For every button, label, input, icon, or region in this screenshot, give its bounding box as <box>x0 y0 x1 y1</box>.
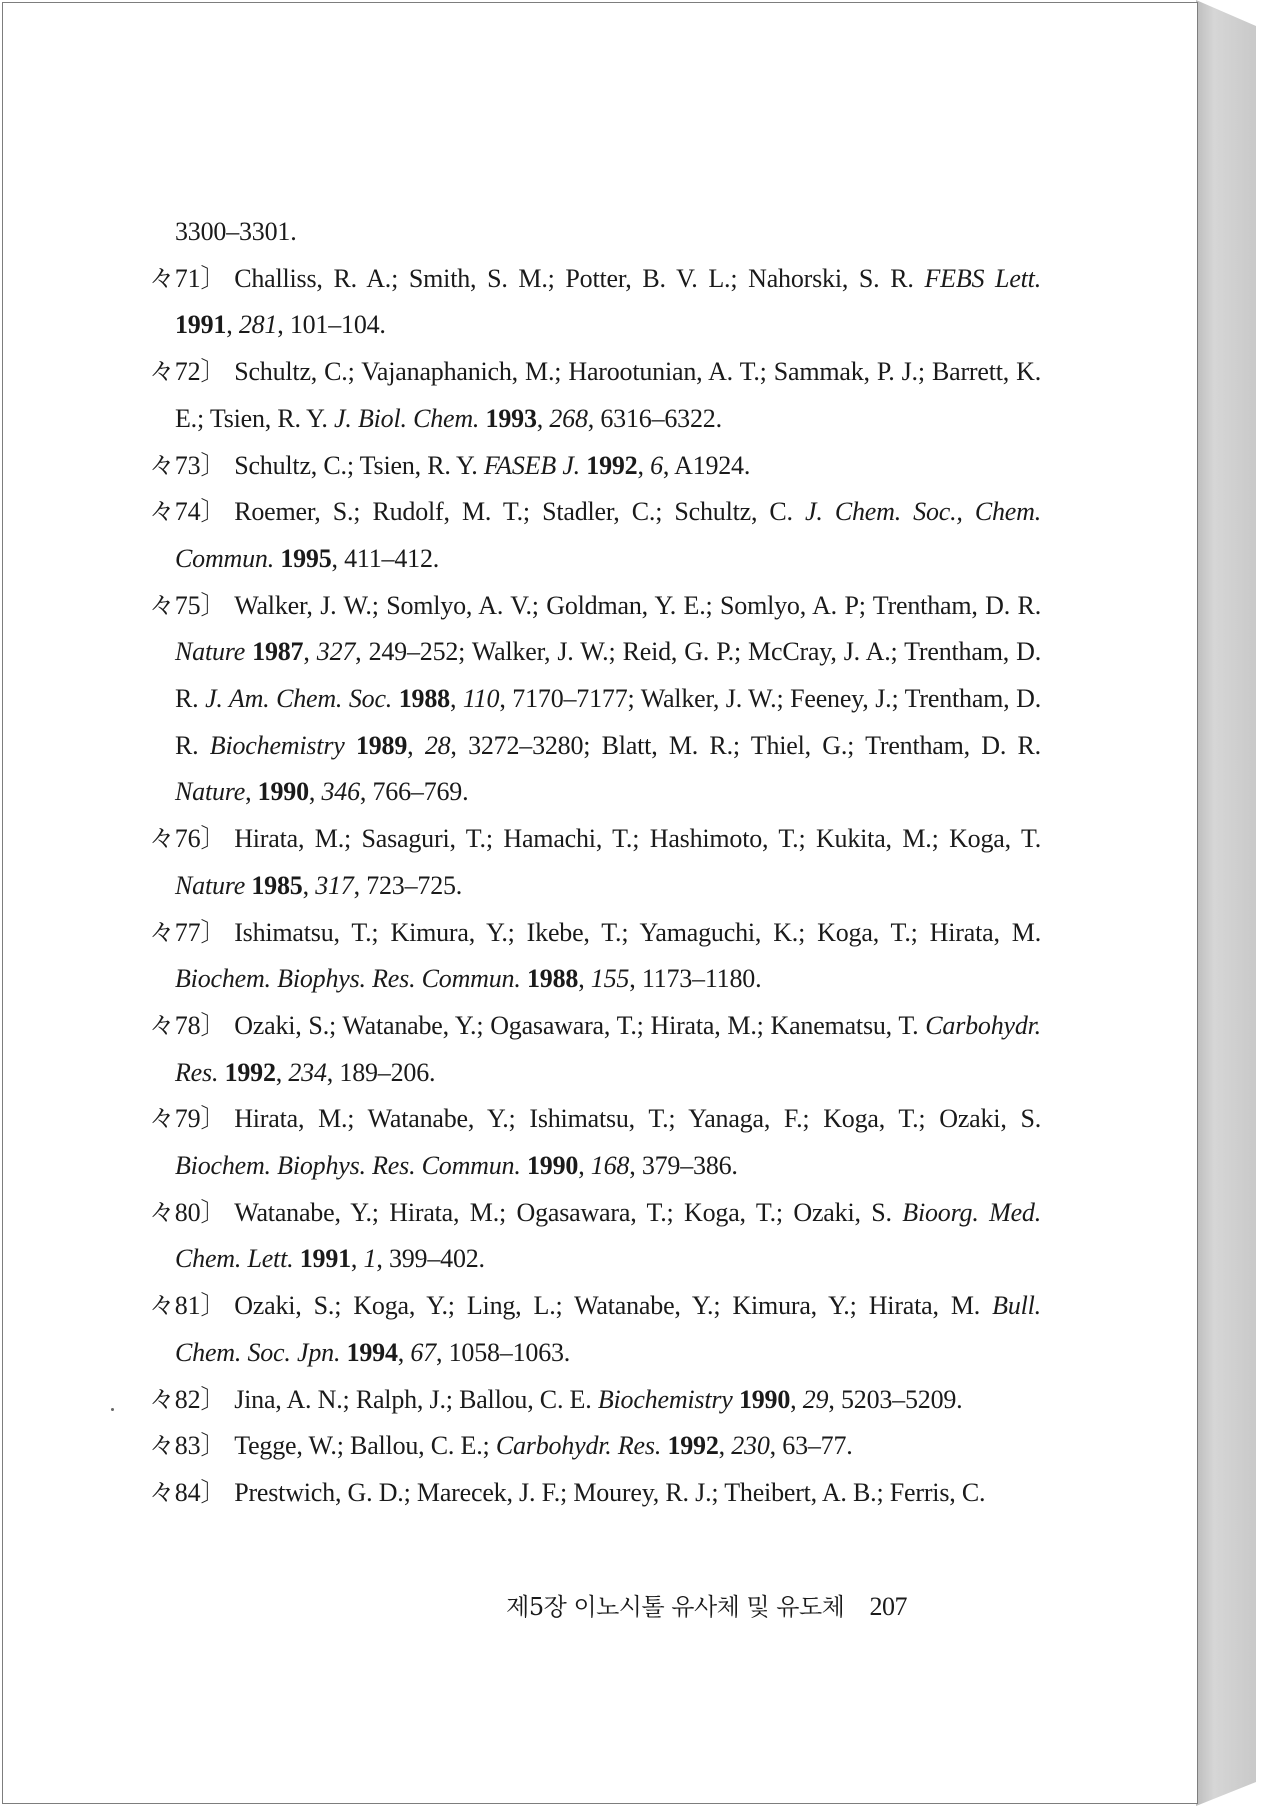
volume-number: 29 <box>802 1384 829 1414</box>
journal-name: J. Chem. Soc., Chem. Commun. <box>175 497 1042 573</box>
reference-authors: Schultz, C.; Tsien, R. Y. <box>234 450 484 480</box>
journal-name: Carbohydr. Res. <box>495 1431 662 1461</box>
reference-number: 々83〕 <box>149 1431 227 1461</box>
journal-name: Nature <box>175 637 246 667</box>
reference-number: 々82〕 <box>149 1384 227 1414</box>
page-range: 1058–1063. <box>448 1337 571 1367</box>
publication-year: 1993 <box>485 403 537 433</box>
reference-number: 々78〕 <box>149 1010 227 1040</box>
page-range: 379–386. <box>641 1151 738 1181</box>
volume-number: 28 <box>424 730 451 760</box>
reference-number: 々80〕 <box>149 1197 227 1227</box>
reference-number: 々79〕 <box>149 1104 227 1134</box>
publication-year: 1987 <box>252 637 304 667</box>
volume-number: 281 <box>238 310 278 340</box>
reference-number: 々74〕 <box>149 497 227 527</box>
publication-year: 1990 <box>257 777 309 807</box>
reference-authors: Prestwich, G. D.; Marecek, J. F.; Mourey, R. J.; Theibert, A. B.; Ferris, C. <box>234 1477 986 1507</box>
reference-number: 々77〕 <box>149 917 227 947</box>
reference-number: 々71〕 <box>149 263 227 293</box>
journal-name: Biochemistry <box>209 730 345 760</box>
publication-year: 1985 <box>251 870 303 900</box>
reference-entry: 々79〕 Hirata, M.; Watanabe, Y.; Ishimatsu, T.; Yanaga, F.; Koga, T.; Ozaki, S. Biochem. Biophys. Res. Commun. 1990, 168, 379–386. <box>151 1096 1041 1189</box>
page-range: 63–77. <box>782 1431 853 1461</box>
volume-number: 327 <box>316 637 356 667</box>
reference-number: 々84〕 <box>149 1477 227 1507</box>
page-stack-edge <box>1196 0 1256 1806</box>
volume-number: 234 <box>288 1057 327 1087</box>
reference-text: , 3272–3280; Blatt, M. R.; Thiel, G.; Trentham, D. R. <box>450 730 1041 760</box>
reference-authors: Hirata, M.; Sasaguri, T.; Hamachi, T.; Hashimoto, T.; Kukita, M.; Koga, T. <box>234 824 1041 854</box>
journal-name: Nature <box>175 870 246 900</box>
journal-name: J. Biol. Chem. <box>334 403 480 433</box>
reference-authors: Ozaki, S.; Watanabe, Y.; Ogasawara, T.; Hirata, M.; Kanematsu, T. <box>234 1010 926 1040</box>
reference-text: , 7170–7177; Walker, J. W.; Feeney, J.; Trentham, D. R. <box>175 684 1041 760</box>
page-number: 207 <box>869 1592 907 1621</box>
reference-entry: 々76〕 Hirata, M.; Sasaguri, T.; Hamachi, T.; Hashimoto, T.; Kukita, M.; Koga, T. Nature 1985, 317, 723–725. <box>151 816 1041 909</box>
publication-year: 1990 <box>738 1384 791 1414</box>
volume-number: 268 <box>549 403 588 433</box>
volume-number: 1 <box>363 1244 377 1274</box>
reference-continuation: 3300–3301. <box>175 217 297 246</box>
reference-authors: Tegge, W.; Ballou, C. E.; <box>234 1431 496 1461</box>
volume-number: 168 <box>590 1151 630 1181</box>
reference-list <box>151 209 1041 1517</box>
reference-text: , 766–769. <box>359 777 469 807</box>
reference-entry: 々80〕 Watanabe, Y.; Hirata, M.; Ogasawara, T.; Koga, T.; Ozaki, S. Bioorg. Med. Chem. Lett. 1991, 1, 399–402. <box>151 1190 1041 1283</box>
publication-year: 1994 <box>346 1337 398 1367</box>
page-footer <box>506 1587 907 1622</box>
reference-entry: 々73〕 Schultz, C.; Tsien, R. Y. FASEB J. 1992, 6, A1924. <box>151 443 1041 490</box>
reference-entry: 々77〕 Ishimatsu, T.; Kimura, Y.; Ikebe, T.; Yamaguchi, K.; Koga, T.; Hirata, M. Biochem. Biophys. Res. Commun. 1988, 155, 1173–1180. <box>151 910 1041 1003</box>
journal-name: FEBS Lett. <box>924 263 1042 293</box>
reference-text: , <box>303 637 317 667</box>
reference-text: , <box>245 777 258 807</box>
journal-name: Bioorg. Med. Chem. Lett. <box>175 1197 1042 1274</box>
publication-year: 1990 <box>526 1151 579 1181</box>
page-range: 189–206. <box>339 1057 436 1087</box>
reference-text <box>392 684 399 713</box>
journal-name: Biochem. Biophys. Res. Commun. <box>175 964 521 994</box>
reference-text: , <box>308 777 322 807</box>
volume-number: 110 <box>462 684 500 714</box>
reference-number: 々72〕 <box>149 357 227 387</box>
reference-entry <box>151 583 1041 817</box>
journal-name: Biochemistry <box>597 1384 733 1414</box>
chapter-title: 제5장 이노시톨 유사체 및 유도체 <box>506 1593 845 1621</box>
reference-entry: 々82〕 Jina, A. N.; Ralph, J.; Ballou, C. E. Biochemistry 1990, 29, 5203–5209. <box>151 1377 1041 1424</box>
publication-year: 1988 <box>526 964 579 994</box>
reference-text: , <box>449 684 463 714</box>
page <box>2 2 1198 1804</box>
page-range: 1173–1180. <box>641 964 762 994</box>
volume-number: 346 <box>321 777 360 807</box>
reference-entry: 々74〕 Roemer, S.; Rudolf, M. T.; Stadler, C.; Schultz, C. J. Chem. Soc., Chem. Commun. 1995, 411–412. <box>151 489 1041 582</box>
journal-name: Nature <box>175 777 246 807</box>
reference-authors: Schultz, C.; Vajanaphanich, M.; Harootunian, A. T.; Sammak, P. J.; Barrett, K. E.; Tsien, R. Y. <box>175 357 1041 433</box>
reference-entry: 々78〕 Ozaki, S.; Watanabe, Y.; Ogasawara, T.; Hirata, M.; Kanematsu, T. Carbohydr. Res. 1992, 234, 189–206. <box>151 1003 1041 1096</box>
page-range: 399–402. <box>388 1244 485 1274</box>
journal-name: Biochem. Biophys. Res. Commun. <box>175 1151 521 1181</box>
reference-authors: Watanabe, Y.; Hirata, M.; Ogasawara, T.; Koga, T.; Ozaki, S. <box>234 1197 903 1227</box>
journal-name: Carbohydr. Res. <box>175 1010 1041 1087</box>
reference-text <box>345 731 356 760</box>
volume-number: 67 <box>410 1337 436 1367</box>
reference-entry: 々72〕 Schultz, C.; Vajanaphanich, M.; Harootunian, A. T.; Sammak, P. J.; Barrett, K. E.; Tsien, R. Y. J. Biol. Chem. 1993, 268, 6316–6322. <box>151 349 1041 442</box>
page-range: A1924. <box>674 450 751 480</box>
reference-text: , <box>407 730 425 760</box>
publication-year: 1991 <box>299 1244 351 1274</box>
page-range: 723–725. <box>366 870 463 900</box>
page-range: 411–412. <box>344 543 440 573</box>
stray-mark <box>111 1408 114 1411</box>
page-range: 5203–5209. <box>840 1384 963 1414</box>
publication-year: 1989 <box>355 730 408 760</box>
publication-year: 1992 <box>667 1431 719 1461</box>
volume-number: 317 <box>315 870 354 900</box>
reference-authors: Roemer, S.; Rudolf, M. T.; Stadler, C.; Schultz, C. <box>234 497 806 527</box>
reference-number: 々81〕 <box>149 1291 227 1321</box>
publication-year: 1992 <box>586 450 638 480</box>
publication-year: 1995 <box>280 543 332 573</box>
reference-authors: Ishimatsu, T.; Kimura, Y.; Ikebe, T.; Yamaguchi, K.; Koga, T.; Hirata, M. <box>234 917 1041 947</box>
publication-year: 1991 <box>175 310 227 340</box>
journal-name: FASEB J. <box>483 450 580 480</box>
reference-entry <box>151 1470 1041 1517</box>
reference-text: , 249–252; Walker, J. W.; Reid, G. P.; McCray, J. A.; Trentham, D. R. <box>175 637 1041 714</box>
page-range: 101–104. <box>289 310 386 340</box>
reference-number: 々76〕 <box>149 824 227 854</box>
reference-number: 々73〕 <box>149 450 227 480</box>
publication-year: 1988 <box>398 684 450 714</box>
volume-number: 155 <box>590 964 630 994</box>
page-range: 6316–6322. <box>600 403 722 433</box>
reference-authors: Jina, A. N.; Ralph, J.; Ballou, C. E. <box>234 1384 598 1414</box>
reference-entry: 々81〕 Ozaki, S.; Koga, Y.; Ling, L.; Watanabe, Y.; Kimura, Y.; Hirata, M. Bull. Chem. Soc. Jpn. 1994, 67, 1058–1063. <box>151 1283 1041 1376</box>
journal-name: J. Am. Chem. Soc. <box>205 684 393 714</box>
reference-number: 々75〕 <box>149 590 227 620</box>
journal-name: Bull. Chem. Soc. Jpn. <box>175 1291 1041 1367</box>
reference-entry: 々71〕 Challiss, R. A.; Smith, S. M.; Potter, B. V. L.; Nahorski, S. R. FEBS Lett. 1991, 281, 101–104. <box>151 256 1041 349</box>
volume-number: 230 <box>731 1431 770 1461</box>
reference-authors: Hirata, M.; Watanabe, Y.; Ishimatsu, T.; Yanaga, F.; Koga, T.; Ozaki, S. <box>234 1104 1041 1134</box>
publication-year: 1992 <box>224 1057 276 1087</box>
reference-authors: Challiss, R. A.; Smith, S. M.; Potter, B. V. L.; Nahorski, S. R. <box>234 263 925 293</box>
reference-entry: 々83〕 Tegge, W.; Ballou, C. E.; Carbohydr. Res. 1992, 230, 63–77. <box>151 1423 1041 1470</box>
reference-text: Walker, J. W.; Somlyo, A. V.; Goldman, Y. E.; Somlyo, A. P; Trentham, D. R. <box>234 590 1041 620</box>
reference-authors: Ozaki, S.; Koga, Y.; Ling, L.; Watanabe, Y.; Kimura, Y.; Hirata, M. <box>234 1291 993 1321</box>
volume-number: 6 <box>650 450 663 480</box>
